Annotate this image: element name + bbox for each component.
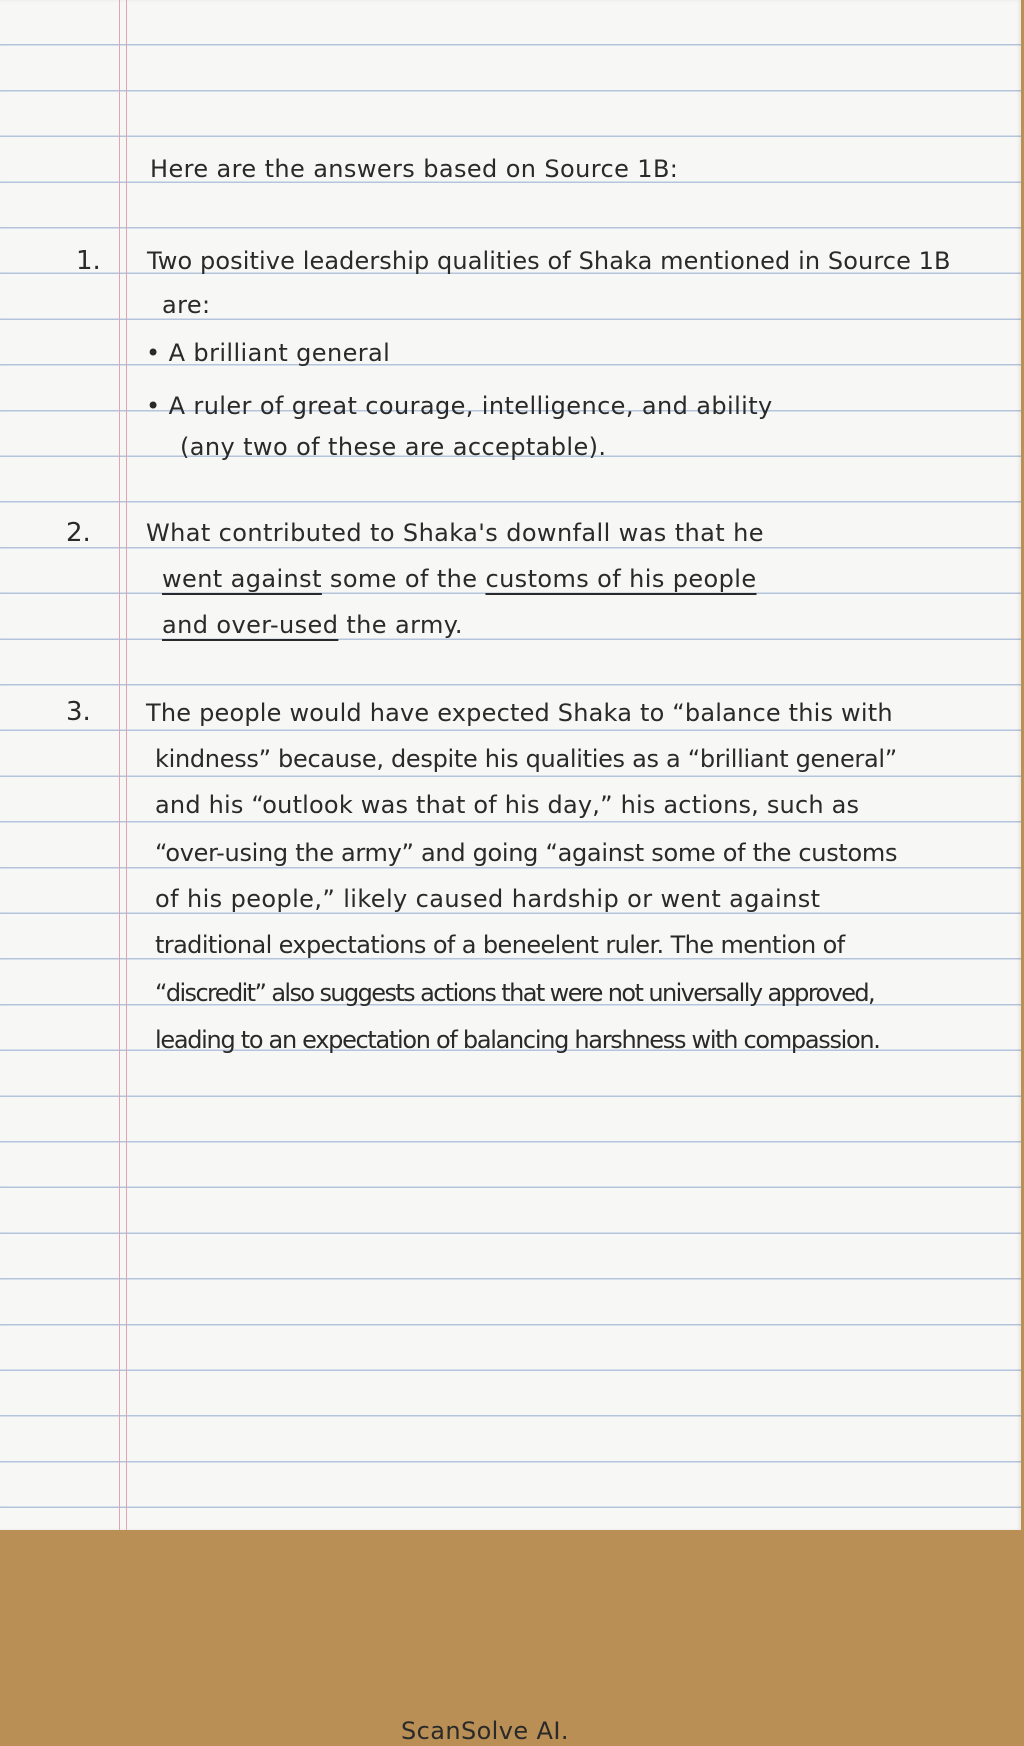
q3-text-line: “over-using the army” and going “against some of the customs xyxy=(155,839,898,867)
q1-text-line: Two positive leadership qualities of Shaka mentioned in Source 1B xyxy=(147,247,951,275)
q2-text-line xyxy=(162,610,463,640)
margin-line xyxy=(119,0,120,1530)
q3-text-line: traditional expectations of a beneelent ruler. The mention of xyxy=(155,931,845,959)
underlined-phrase: customs of his people xyxy=(485,565,757,593)
q3-text-line: The people would have expected Shaka to “balance this with xyxy=(146,699,893,727)
q1-bullet: • A ruler of great courage, intelligence, and ability xyxy=(146,392,773,420)
q1-text-line: (any two of these are acceptable). xyxy=(180,433,607,461)
q2-text: some of the xyxy=(321,565,486,593)
q3-text-line: leading to an expectation of balancing harshness with compassion. xyxy=(155,1026,880,1054)
footer-signature: ScanSolve AI. xyxy=(401,1717,569,1745)
q3-text-line: kindness” because, despite his qualities as a “brilliant general” xyxy=(155,745,897,773)
q1-text-line: are: xyxy=(162,291,211,319)
q1-bullet: • A brilliant general xyxy=(146,339,391,367)
question-3-number: 3. xyxy=(66,697,91,727)
q3-text-line: of his people,” likely caused hardship or went against xyxy=(155,885,821,913)
q3-text-line: “discredit” also suggests actions that were not universally approved, xyxy=(155,979,875,1007)
heading: Here are the answers based on Source 1B: xyxy=(150,155,679,183)
underlined-phrase: and over-used xyxy=(162,611,339,639)
underlined-phrase: went against xyxy=(162,565,322,593)
q2-text-line: What contributed to Shaka's downfall was that he xyxy=(146,519,764,547)
question-2-number: 2. xyxy=(66,518,91,548)
question-1-number: 1. xyxy=(76,246,101,276)
margin-line xyxy=(126,0,127,1530)
q3-text-line: and his “outlook was that of his day,” his actions, such as xyxy=(155,791,860,819)
q2-text: the army. xyxy=(338,611,463,639)
q2-text-line xyxy=(162,564,757,594)
